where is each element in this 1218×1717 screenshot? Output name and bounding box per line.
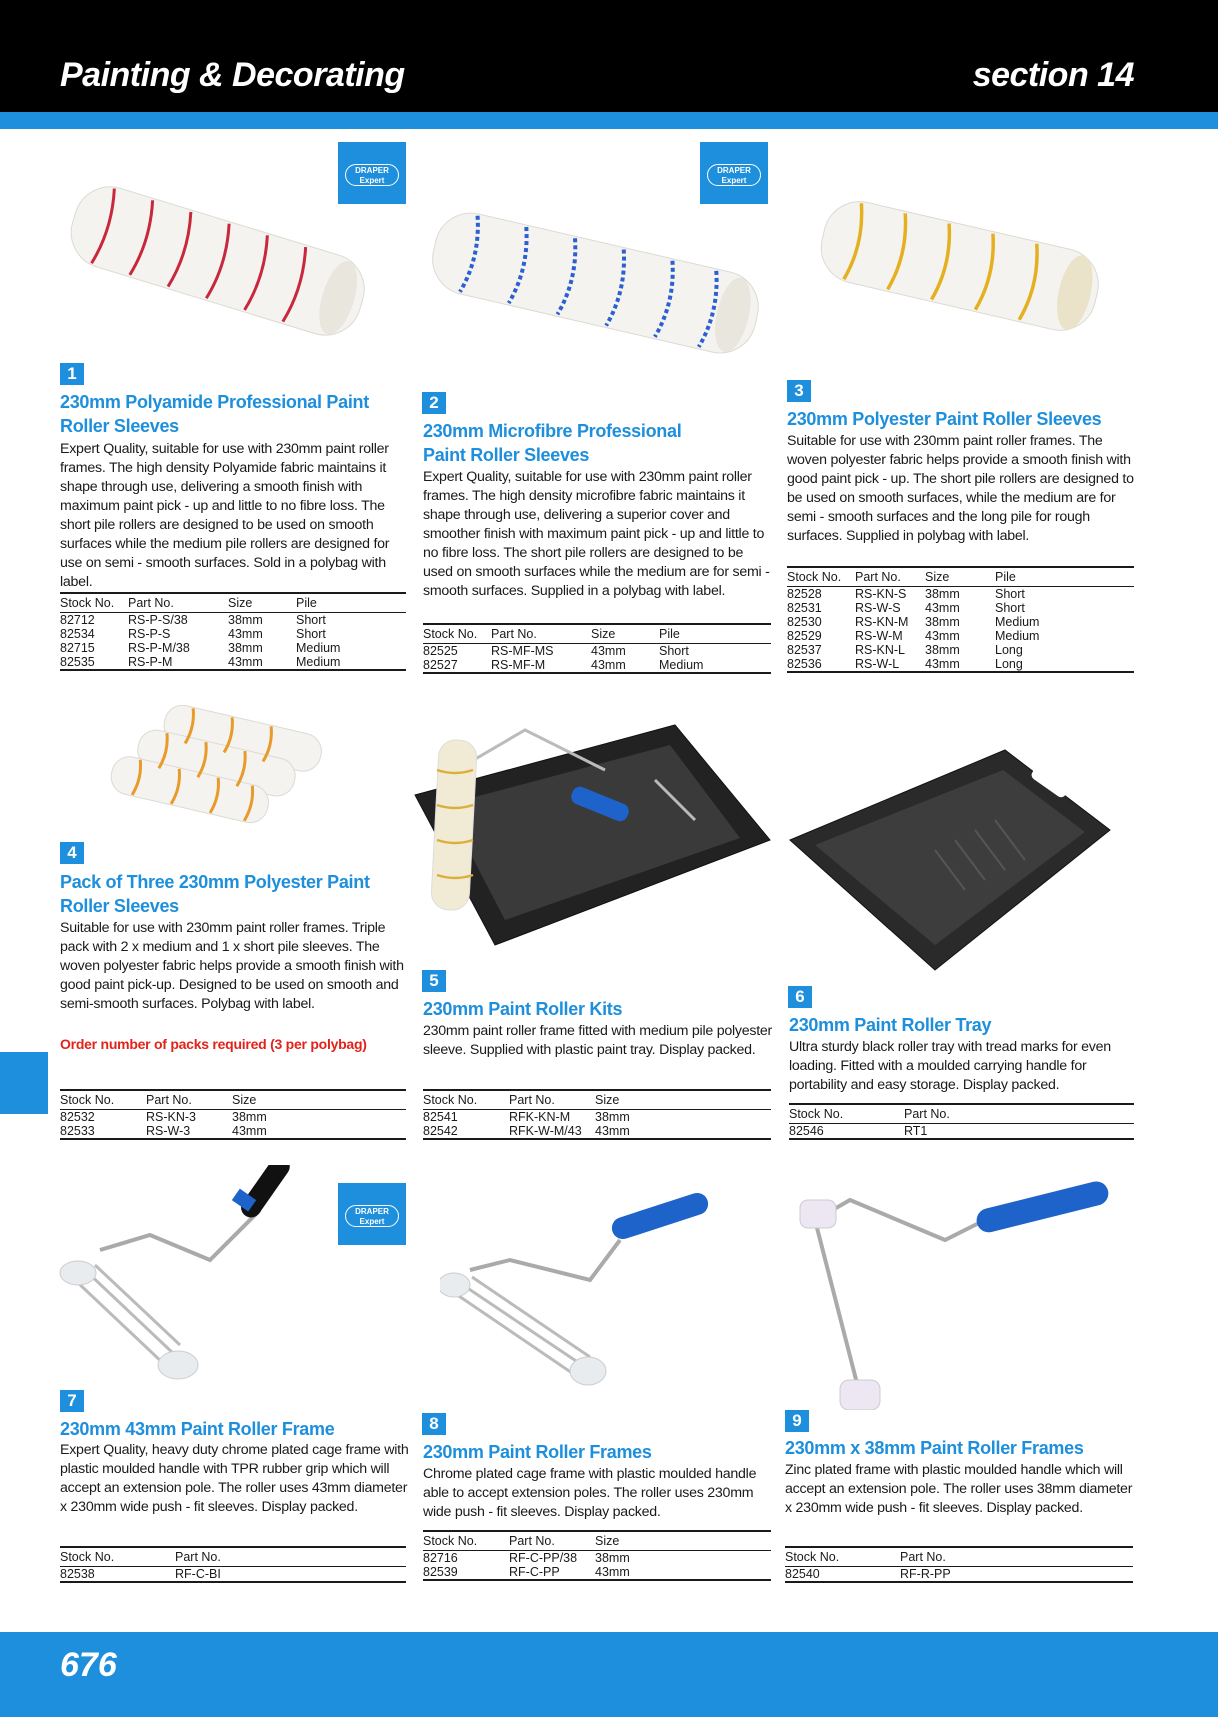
table-row: 82535 RS-P-M 43mm Medium (60, 655, 341, 669)
product-number: 6 (788, 986, 812, 1008)
product-title: 230mm Paint Roller Frames (423, 1442, 652, 1462)
spec-table (423, 1530, 771, 1581)
spec-table (60, 592, 406, 671)
col-header: Part No. (509, 1093, 555, 1107)
product-description: Expert Quality, suitable for use with 230mm paint roller frames. The high density Polyamide fabric maintains it shape through use, delivering a smooth finish with maximum paint pick - up and little to no fibre loss. The short pile rollers are designed to be used on smooth surfaces while the medium pile rollers are designed for use on semi - smooth surfaces. Sold in a polybag with label. (60, 441, 390, 590)
table-row: 82546 RT1 (789, 1124, 928, 1138)
col-header: Size (595, 1534, 620, 1548)
product-title: 230mm Polyester Paint Roller Sleeves (787, 409, 1102, 429)
spec-table (423, 623, 771, 674)
product-description: Expert Quality, suitable for use with 230mm paint roller frames. The high density microfibre fabric maintains it shape through use, delivering a superior cover and smoother finish with maximum paint pick - up and little to no fibre loss. The short pile rollers are designed to be used on smooth surfaces while the medium are for semi - smooth surfaces. Supplied in a polybag with label. (423, 469, 770, 599)
table-row: 82716 RF-C-PP/38 38mm (423, 1551, 630, 1565)
col-header: Part No. (855, 570, 901, 584)
roller-sleeve-blue-image (420, 180, 770, 390)
header-stripe (0, 112, 1218, 129)
product-description: Expert Quality, heavy duty chrome plated cage frame with plastic moulded handle with TPR rubber grip which will accept an extension pole. The roller uses 43mm diameter x 230mm wide push - fit sleeves. Display packed. (60, 1442, 409, 1515)
product-title: 230mm Paint Roller Tray (789, 1015, 992, 1035)
side-tab (0, 1052, 48, 1114)
product-description: Zinc plated frame with plastic moulded handle which will accept an extension pole. The roller uses 38mm diameter x 230mm wide push - fit sleeves. Display packed. (785, 1462, 1133, 1516)
col-header: Part No. (904, 1107, 950, 1121)
col-header: Pile (995, 570, 1016, 584)
product-title: 230mm Microfibre Professional Paint Roller Sleeves (423, 421, 682, 465)
table-row: 82540 RF-R-PP (785, 1567, 951, 1581)
roller-tray-image (785, 740, 1115, 980)
product-number: 1 (60, 363, 84, 385)
roller-sleeve-red-image (58, 150, 378, 370)
draper-expert-logo: DRAPER Expert (700, 142, 768, 204)
product-title: Pack of Three 230mm Polyester Paint Roller Sleeves (60, 872, 370, 916)
col-header: Part No. (128, 596, 174, 610)
col-header: Stock No. (423, 1093, 478, 1107)
table-row: 82528 RS-KN-S 38mm Short (787, 587, 1025, 601)
page-header (0, 0, 1218, 112)
spec-table (423, 1089, 771, 1140)
col-header: Part No. (146, 1093, 192, 1107)
col-header: Pile (659, 627, 680, 641)
table-row: 82530 RS-KN-M 38mm Medium (787, 615, 1040, 629)
product-description: 230mm paint roller frame fitted with medium pile polyester sleeve. Supplied with plastic paint tray. Display packed. (423, 1023, 773, 1058)
col-header: Size (591, 627, 616, 641)
col-header: Stock No. (785, 1550, 840, 1564)
col-header: Size (228, 596, 253, 610)
product-number: 4 (60, 842, 84, 864)
table-row: 82527 RS-MF-M 43mm Medium (423, 658, 704, 672)
table-row: 82541 RFK-KN-M 38mm (423, 1110, 630, 1124)
roller-kit-image (405, 720, 775, 970)
product-description: Chrome plated cage frame with plastic moulded handle able to accept extension poles. The roller uses 230mm wide push - fit sleeves. Display packed. (423, 1466, 757, 1520)
table-row: 82536 RS-W-L 43mm Long (787, 657, 1023, 671)
order-note: Order number of packs required (3 per polybag) (60, 1036, 367, 1052)
product-number: 9 (785, 1410, 809, 1432)
page-number: 676 (60, 1646, 117, 1684)
table-row: 82533 RS-W-3 43mm (60, 1124, 267, 1138)
col-header: Size (232, 1093, 257, 1107)
table-row: 82712 RS-P-S/38 38mm Short (60, 613, 326, 627)
draper-expert-logo: DRAPER Expert (338, 142, 406, 204)
col-header: Part No. (175, 1550, 221, 1564)
col-header: Stock No. (423, 1534, 478, 1548)
spec-table (785, 1546, 1133, 1583)
table-row: 82715 RS-P-M/38 38mm Medium (60, 641, 341, 655)
draper-expert-logo: DRAPER Expert (338, 1183, 406, 1245)
col-header: Stock No. (60, 1550, 115, 1564)
roller-frame-zinc-image (785, 1180, 1135, 1410)
col-header: Pile (296, 596, 317, 610)
spec-table (60, 1089, 406, 1140)
col-header: Stock No. (789, 1107, 844, 1121)
product-title: 230mm 43mm Paint Roller Frame (60, 1419, 335, 1439)
roller-sleeve-pack-image (110, 705, 330, 835)
product-number: 8 (422, 1413, 446, 1435)
col-header: Part No. (491, 627, 537, 641)
product-description: Suitable for use with 230mm paint roller frames. The woven polyester fabric helps provide a smooth finish with good paint pick - up. The short pile rollers are designed to be used on smooth surfaces, while the medium are for semi - smooth surfaces and the long pile for rough surfaces. Supplied in polybag with label. (787, 433, 1134, 544)
product-number: 5 (422, 970, 446, 992)
table-row: 82537 RS-KN-L 38mm Long (787, 643, 1023, 657)
page-footer (0, 1632, 1218, 1717)
col-header: Stock No. (787, 570, 842, 584)
spec-table (789, 1103, 1134, 1140)
col-header: Part No. (900, 1550, 946, 1564)
col-header: Stock No. (60, 596, 115, 610)
spec-table (787, 566, 1134, 673)
product-title: 230mm Paint Roller Kits (423, 999, 623, 1019)
table-row: 82534 RS-P-S 43mm Short (60, 627, 326, 641)
spec-table (60, 1546, 406, 1583)
table-row: 82539 RF-C-PP 43mm (423, 1565, 630, 1579)
roller-frame-caged-image (50, 1165, 310, 1400)
header-title: Painting & Decorating (60, 56, 405, 94)
table-row: 82531 RS-W-S 43mm Short (787, 601, 1025, 615)
table-row: 82542 RFK-W-M/43 43mm (423, 1124, 630, 1138)
product-number: 2 (422, 392, 446, 414)
roller-sleeve-yellow-image (810, 165, 1110, 365)
product-description: Ultra sturdy black roller tray with tread marks for even loading. Fitted with a moulded carrying handle for portability and easy storage. Display packed. (789, 1039, 1111, 1093)
col-header: Size (925, 570, 950, 584)
product-title: 230mm Polyamide Professional Paint Roller Sleeves (60, 392, 369, 436)
product-number: 3 (787, 380, 811, 402)
table-row: 82525 RS-MF-MS 43mm Short (423, 644, 689, 658)
product-description: Suitable for use with 230mm paint roller frames. Triple pack with 2 x medium and 1 x short pile sleeves. The woven polyester fabric helps provide a smooth finish with good paint pick-up. Designed to be used on smooth and semi-smooth surfaces. Polybag with label. (60, 920, 404, 1012)
col-header: Part No. (509, 1534, 555, 1548)
product-title: 230mm x 38mm Paint Roller Frames (785, 1438, 1084, 1458)
col-header: Size (595, 1093, 620, 1107)
table-row: 82532 RS-KN-3 38mm (60, 1110, 267, 1124)
col-header: Stock No. (423, 627, 478, 641)
header-section: section 14 (972, 56, 1134, 94)
col-header: Stock No. (60, 1093, 115, 1107)
roller-frame-chrome-image (440, 1185, 730, 1405)
product-number: 7 (60, 1390, 84, 1412)
table-row: 82529 RS-W-M 43mm Medium (787, 629, 1040, 643)
table-row: 82538 RF-C-BI (60, 1567, 221, 1581)
